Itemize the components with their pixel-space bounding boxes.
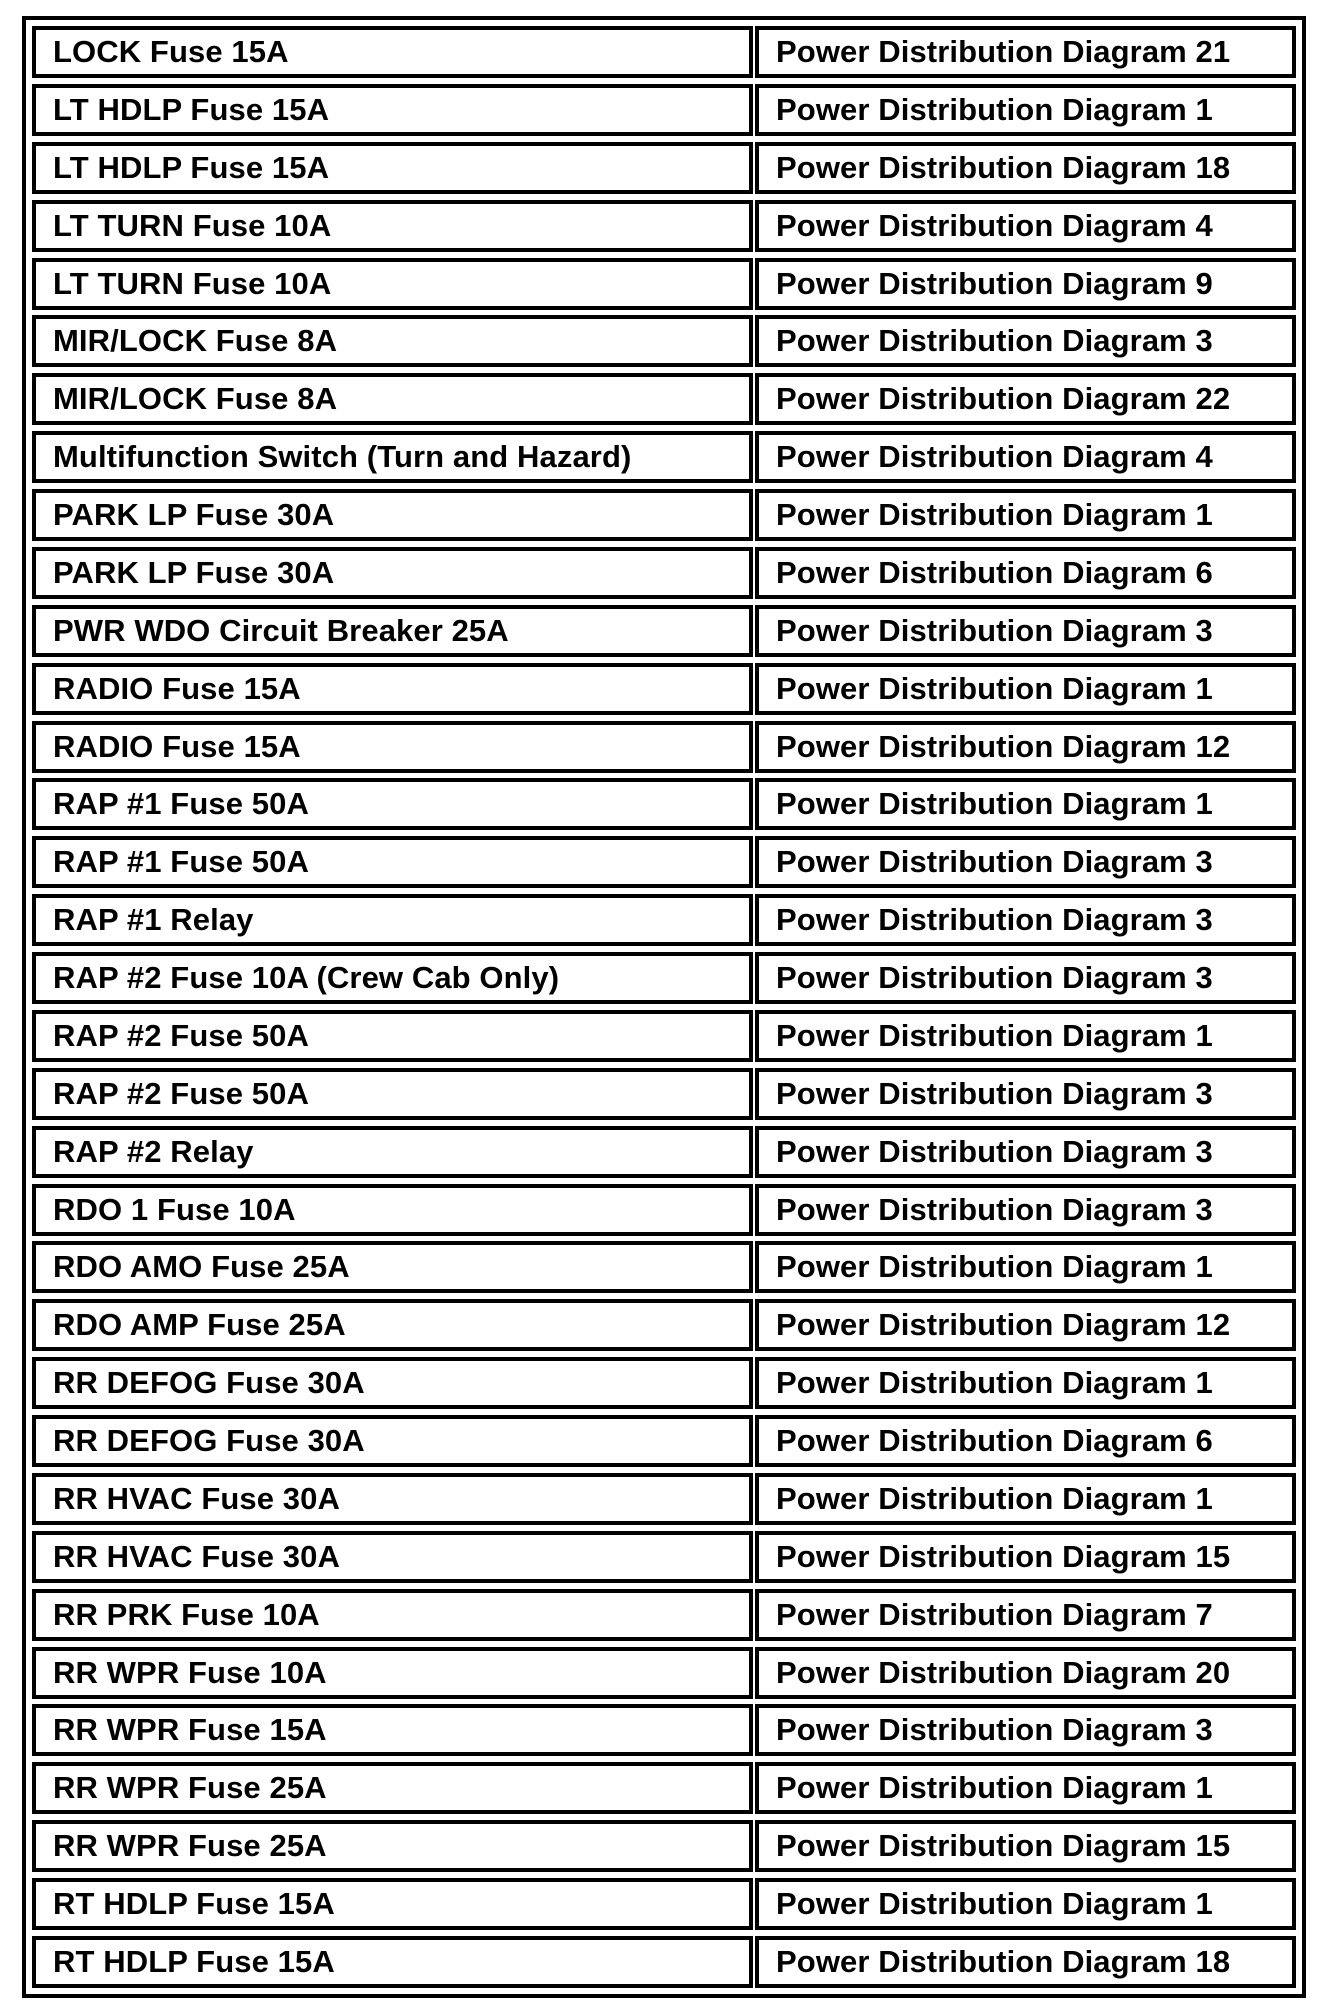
reference-cell: Power Distribution Diagram 12 [755, 721, 1296, 773]
component-cell: Multifunction Switch (Turn and Hazard) [32, 431, 753, 483]
component-cell: RAP #2 Fuse 50A [32, 1010, 753, 1062]
table-row [32, 315, 1296, 367]
reference-cell: Power Distribution Diagram 3 [755, 315, 1296, 367]
reference-cell: Power Distribution Diagram 3 [755, 605, 1296, 657]
reference-cell: Power Distribution Diagram 3 [755, 1068, 1296, 1120]
reference-cell: Power Distribution Diagram 4 [755, 200, 1296, 252]
component-cell: RAP #1 Fuse 50A [32, 836, 753, 888]
component-cell: PARK LP Fuse 30A [32, 489, 753, 541]
reference-cell: Power Distribution Diagram 1 [755, 489, 1296, 541]
component-cell: RR DEFOG Fuse 30A [32, 1415, 753, 1467]
reference-cell: Power Distribution Diagram 3 [755, 836, 1296, 888]
reference-cell: Power Distribution Diagram 21 [755, 26, 1296, 78]
component-cell: RR WPR Fuse 15A [32, 1704, 753, 1756]
reference-cell: Power Distribution Diagram 1 [755, 1010, 1296, 1062]
table-row [32, 1184, 1296, 1236]
reference-cell: Power Distribution Diagram 1 [755, 1878, 1296, 1930]
table-row [32, 1936, 1296, 1988]
table-row [32, 1126, 1296, 1178]
table-row [32, 489, 1296, 541]
component-cell: RR WPR Fuse 10A [32, 1647, 753, 1699]
table-row [32, 1647, 1296, 1699]
component-cell: RAP #2 Fuse 50A [32, 1068, 753, 1120]
component-cell: LOCK Fuse 15A [32, 26, 753, 78]
reference-cell: Power Distribution Diagram 15 [755, 1531, 1296, 1583]
reference-cell: Power Distribution Diagram 6 [755, 547, 1296, 599]
reference-cell: Power Distribution Diagram 4 [755, 431, 1296, 483]
table-row [32, 663, 1296, 715]
table-row [32, 1241, 1296, 1293]
component-cell: RR HVAC Fuse 30A [32, 1473, 753, 1525]
component-cell: PWR WDO Circuit Breaker 25A [32, 605, 753, 657]
component-cell: LT TURN Fuse 10A [32, 200, 753, 252]
component-cell: MIR/LOCK Fuse 8A [32, 373, 753, 425]
table-row [32, 547, 1296, 599]
reference-cell: Power Distribution Diagram 3 [755, 1126, 1296, 1178]
component-cell: RR HVAC Fuse 30A [32, 1531, 753, 1583]
table-row [32, 373, 1296, 425]
component-cell: RR DEFOG Fuse 30A [32, 1357, 753, 1409]
component-cell: LT TURN Fuse 10A [32, 258, 753, 310]
reference-cell: Power Distribution Diagram 1 [755, 1762, 1296, 1814]
component-cell: RAP #1 Relay [32, 894, 753, 946]
reference-cell: Power Distribution Diagram 18 [755, 1936, 1296, 1988]
reference-cell: Power Distribution Diagram 7 [755, 1589, 1296, 1641]
table-row [32, 1531, 1296, 1583]
component-cell: RDO AMP Fuse 25A [32, 1299, 753, 1351]
table-row [32, 721, 1296, 773]
reference-cell: Power Distribution Diagram 1 [755, 778, 1296, 830]
component-cell: RADIO Fuse 15A [32, 663, 753, 715]
table-row [32, 142, 1296, 194]
reference-cell: Power Distribution Diagram 3 [755, 1704, 1296, 1756]
table-row [32, 1878, 1296, 1930]
table-row [32, 1762, 1296, 1814]
reference-cell: Power Distribution Diagram 3 [755, 952, 1296, 1004]
table-row [32, 836, 1296, 888]
reference-cell: Power Distribution Diagram 1 [755, 663, 1296, 715]
table-row [32, 952, 1296, 1004]
table-row [32, 84, 1296, 136]
table-row [32, 1589, 1296, 1641]
table-row [32, 605, 1296, 657]
component-cell: RT HDLP Fuse 15A [32, 1936, 753, 1988]
table-row [32, 431, 1296, 483]
table-row [32, 200, 1296, 252]
reference-cell: Power Distribution Diagram 9 [755, 258, 1296, 310]
component-locator-table [22, 16, 1306, 1998]
table-body [32, 26, 1296, 1988]
reference-cell: Power Distribution Diagram 12 [755, 1299, 1296, 1351]
reference-cell: Power Distribution Diagram 20 [755, 1647, 1296, 1699]
reference-cell: Power Distribution Diagram 3 [755, 1184, 1296, 1236]
table-row [32, 1068, 1296, 1120]
component-cell: RAP #2 Relay [32, 1126, 753, 1178]
reference-cell: Power Distribution Diagram 18 [755, 142, 1296, 194]
component-cell: PARK LP Fuse 30A [32, 547, 753, 599]
component-cell: RADIO Fuse 15A [32, 721, 753, 773]
table-row [32, 1010, 1296, 1062]
component-cell: RR PRK Fuse 10A [32, 1589, 753, 1641]
reference-cell: Power Distribution Diagram 3 [755, 894, 1296, 946]
reference-cell: Power Distribution Diagram 1 [755, 84, 1296, 136]
table-row [32, 1415, 1296, 1467]
table-row [32, 778, 1296, 830]
reference-cell: Power Distribution Diagram 22 [755, 373, 1296, 425]
table-row [32, 894, 1296, 946]
component-cell: RT HDLP Fuse 15A [32, 1878, 753, 1930]
component-cell: RDO 1 Fuse 10A [32, 1184, 753, 1236]
reference-cell: Power Distribution Diagram 1 [755, 1357, 1296, 1409]
component-cell: LT HDLP Fuse 15A [32, 84, 753, 136]
component-cell: RAP #1 Fuse 50A [32, 778, 753, 830]
component-cell: RDO AMO Fuse 25A [32, 1241, 753, 1293]
component-cell: RAP #2 Fuse 10A (Crew Cab Only) [32, 952, 753, 1004]
table-row [32, 26, 1296, 78]
table-row [32, 1357, 1296, 1409]
table-row [32, 1299, 1296, 1351]
table-row [32, 258, 1296, 310]
component-cell: LT HDLP Fuse 15A [32, 142, 753, 194]
table-row [32, 1473, 1296, 1525]
component-cell: MIR/LOCK Fuse 8A [32, 315, 753, 367]
component-cell: RR WPR Fuse 25A [32, 1762, 753, 1814]
reference-cell: Power Distribution Diagram 1 [755, 1473, 1296, 1525]
reference-cell: Power Distribution Diagram 1 [755, 1241, 1296, 1293]
reference-cell: Power Distribution Diagram 6 [755, 1415, 1296, 1467]
table-row [32, 1820, 1296, 1872]
table-row [32, 1704, 1296, 1756]
component-cell: RR WPR Fuse 25A [32, 1820, 753, 1872]
reference-cell: Power Distribution Diagram 15 [755, 1820, 1296, 1872]
